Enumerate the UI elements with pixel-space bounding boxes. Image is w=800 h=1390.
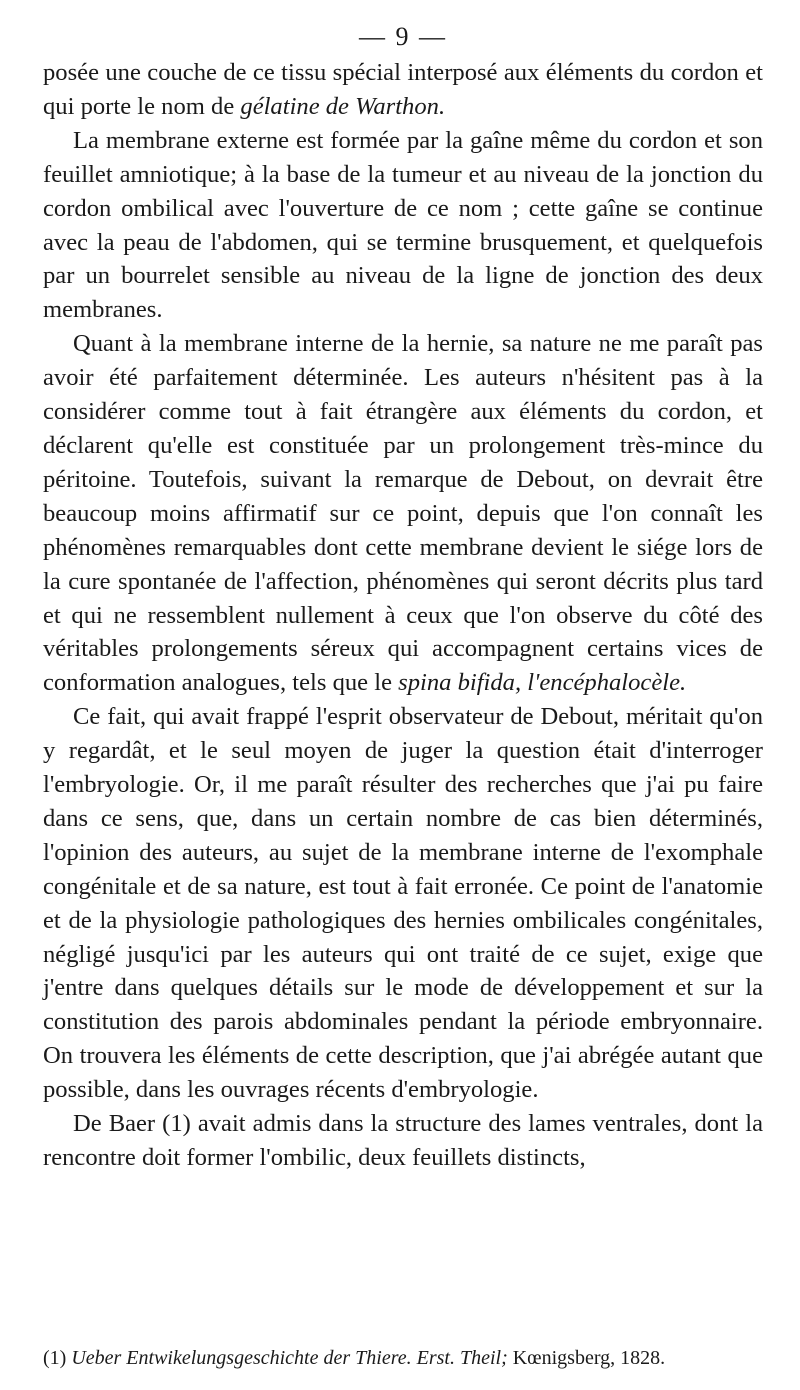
- footnote-publication: Kœnigsberg, 1828.: [507, 1347, 666, 1369]
- text-segment: De Baer (1) avait admis dans la structure des lames ventrales, dont la rencontre doit former l'ombilic, deux feuillets distincts,: [43, 1110, 763, 1171]
- footnote: [43, 1345, 763, 1371]
- paragraph: [43, 1107, 763, 1175]
- footnote-marker: (1): [43, 1347, 72, 1369]
- page-number: — 9 —: [359, 22, 447, 51]
- paragraph: [43, 124, 763, 327]
- paragraph: [43, 700, 763, 1107]
- paragraph: [43, 56, 763, 124]
- text-segment: Ce fait, qui avait frappé l'esprit observateur de Debout, méritait qu'on y regardât, et le seul moyen de juger la question était d'interroger l'embryologie. Or, il me paraît résulter des recherches que j'ai pu faire dans ce sens, que, dans un certain nombre de cas bien déterminés, l'opinion des auteurs, au sujet de la membrane interne de l'exomphale congénitale et de sa nature, est tout à fait erronée. Ce point de l'anatomie et de la physiologie pathologiques des hernies ombilicales congénitales, négligé jusqu'ici par les auteurs qui ont traité de ce sujet, exige que j'entre dans quelques détails sur le mode de développement et sur la constitution des parois abdominales pendant la période embryonnaire. On trouvera les éléments de cette description, que j'ai abrégée autant que possible, dans les ouvrages récents d'embryologie.: [43, 703, 763, 1104]
- body-text: [43, 56, 763, 1175]
- footnote-title: Ueber Entwikelungsgeschichte der Thiere. Erst. Theil;: [71, 1347, 508, 1369]
- italic-text-segment: spina bifida, l'encéphalocèle.: [398, 669, 687, 697]
- page-content: [43, 22, 763, 1175]
- text-segment: Quant à la membrane interne de la hernie, sa nature ne me paraît pas avoir été parfaitement déterminée. Les auteurs n'hésitent pas à la considérer comme tout à fait étrangère aux éléments du cordon, et déclarent qu'elle est constituée par un prolongement très-mince du péritoine. Toutefois, suivant la remarque de Debout, on devrait être beaucoup moins affirmatif sur ce point, depuis que l'on connaît les phénomènes remarquables dont cette membrane devient le siége lors de la cure spontanée de l'affection, phénomènes qui seront décrits plus tard et qui ne ressemblent nullement à ceux que l'on observe du côté des véritables prolongements séreux qui accompagnent certains vices de conformation analogues, tels que le: [43, 330, 763, 697]
- paragraph: [43, 327, 763, 700]
- italic-text-segment: gélatine de Warthon.: [240, 92, 446, 120]
- text-segment: La membrane externe est formée par la gaîne même du cordon et son feuillet amniotique; à la base de la tumeur et au niveau de la jonction du cordon ombilical avec l'ouverture de ce nom ; cette gaîne se continue avec la peau de l'abdomen, qui se termine brusquement, et quelquefois par un bourrelet sensible au niveau de la ligne de jonction des deux membranes.: [43, 126, 763, 324]
- text-segment: posée une couche de ce tissu spécial interposé aux éléments du cordon et qui porte le nom de: [43, 59, 763, 120]
